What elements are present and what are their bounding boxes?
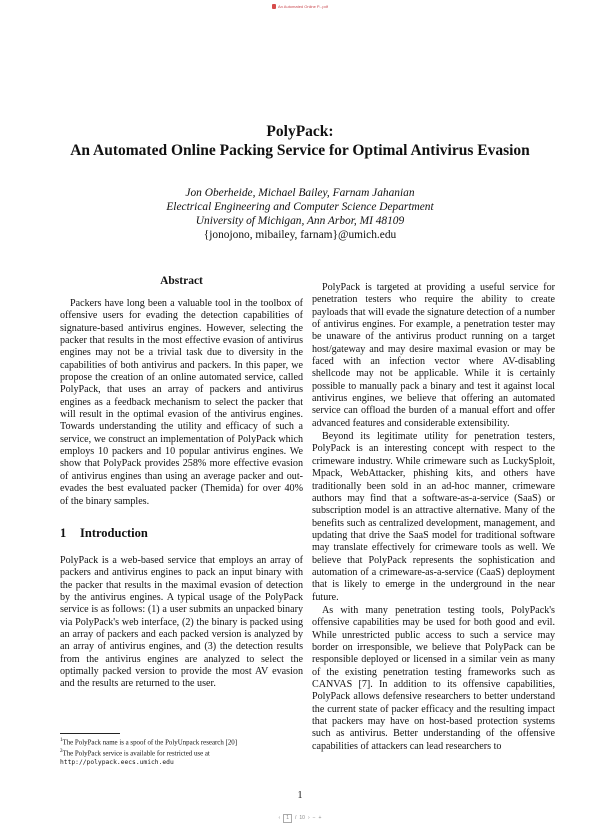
viewer-title-bar xyxy=(0,0,600,12)
viewer-filename: An Automated Online P...pdf xyxy=(278,3,328,9)
right-column xyxy=(312,282,555,753)
zoom-out-button[interactable]: − xyxy=(312,815,316,821)
footnote-1: $^1$The PolyPack name is a spoof of the PolyUnpack research [20] xyxy=(60,738,238,747)
title-line-2: An Automated Online Packing Service for Optimal Antivirus Evasion xyxy=(70,142,530,159)
zoom-in-button[interactable]: + xyxy=(318,815,322,821)
page-separator: / xyxy=(294,815,297,821)
section-title: Introduction xyxy=(80,525,148,540)
pdf-file-icon xyxy=(272,4,276,9)
page-input[interactable]: 1 xyxy=(283,814,292,823)
intro-paragraph: PolyPack is a web-based service that employs an array of packers and antivirus engines to pack an input binary with the packer that results in the maximal evasion of detection by the antivirus engines. A typical usage of the PolyPack service is as follows: (1) a user submits an unpacked binary via PolyPack's web interface, (2) the binary is packed using an array of packers and each packed version is analyzed by an array of antivirus engines, and (3) the detection results from the antivirus engines are analyzed to select the optimally packed version to provide the most AV evasion and the results are returned to the user. xyxy=(60,554,303,690)
total-pages: 10 xyxy=(299,815,305,821)
author-names: Jon Oberheide, Michael Bailey, Farnam Jahanian xyxy=(185,187,415,199)
previous-page-button[interactable]: ‹ xyxy=(278,815,281,821)
footnote-url-link[interactable]: http://polypack.eecs.umich.edu xyxy=(60,758,174,766)
abstract-heading: Abstract xyxy=(160,275,203,287)
section-heading-introduction xyxy=(60,526,303,541)
page-number: 1 xyxy=(297,790,303,801)
title-line-1: PolyPack: xyxy=(266,123,334,140)
footnotes xyxy=(60,737,303,767)
footnote-divider xyxy=(60,733,120,734)
body-paragraph-2: Beyond its legitimate utility for penetration testers, PolyPack is an interesting concept with respect to the crimeware industry. While crimeware such as LuckySploit, Mpack, WebAttacker, phishing kits, and others have traditionally been sold in an ad-hoc manner, crimeware authors may find that a software-as-a-service (SaaS) or subscription model is an attractive alternative. Many of the benefits such as centralized development, management, and updating that drive the SaaS model for traditional software may translate effectively for crimeware tools as well. We believe that PolyPack represents the sophistication and automation of a crimeware-as-a-service (CaaS) deployment that is likely to emerge in the underground in the near future. xyxy=(312,431,555,603)
body-paragraph-1: PolyPack is targeted at providing a useful service for penetration testers who require the ability to create payloads that will evade the signature detection of a number of antivirus engines. For example, a penetration tester may be unaware of the antivirus product running on a target host/gateway and may desire maximal evasion or may be faced with an infection vector where AV-disabling shellcode may not be applicable. While it is certainly possible to manually pack a binary and test it against local antivirus engines, we believe that offering an automated service can offload the burden of a manual effort and offer advanced features and considerable extensibility. xyxy=(312,282,556,429)
section-number: 1 xyxy=(60,525,67,540)
footnote-2: $^2$The PolyPack service is available for restricted use at http://polypack.eecs.umich.edu xyxy=(60,748,210,766)
author-block xyxy=(0,186,600,242)
paper-title xyxy=(0,122,600,160)
left-column xyxy=(60,274,303,691)
author-emails: {jonojono, mibailey, farnam}@umich.edu xyxy=(203,229,397,241)
body-paragraph-3: As with many penetration testing tools, PolyPack's offensive capabilities may be used for both good and evil. While unrestricted public access to such a service may border on irresponsible, we believe that PolyPack can be responsible deployed or licensed in a similar vein as many of the existing penetration testing frameworks such as CANVAS [7]. In addition to its offensive capabilities, PolyPack allows defensive researchers to better understand the current state of packer efficacy and the resulting impact that packers may have on host-based protection systems such as antivirus. Better understanding of the offensive capabilities of attackers can lead researchers to xyxy=(312,604,555,752)
author-department: Electrical Engineering and Computer Science Department xyxy=(166,201,434,213)
abstract-text: Packers have long been a valuable tool in the toolbox of offensive users for evading the detection capabilities of signature-based antivirus engines. However, selecting the packer that results in the most effective evasion of antivirus engines may not be a trivial task due to diversity in the capabilities of both antivirus and packers. In this paper, we propose the creation of an online automated service, called PolyPack, that uses an array of packers and antivirus engines as a feedback mechanism to select the packer that will result in the optimal evasion of the antivirus engines. Towards understanding the utility and efficacy of such a service, we construct an implementation of PolyPack which employs 10 packers and 10 popular antivirus engines. We show that PolyPack provides 258% more effective evasion of antivirus engines than using an average packer and out-evades the best evaluated packer (Themida) for over 40% of the binary samples. xyxy=(60,298,303,507)
pdf-toolbar xyxy=(262,814,338,823)
next-page-button[interactable]: › xyxy=(307,815,310,821)
author-university: University of Michigan, Ann Arbor, MI 48109 xyxy=(195,215,405,227)
